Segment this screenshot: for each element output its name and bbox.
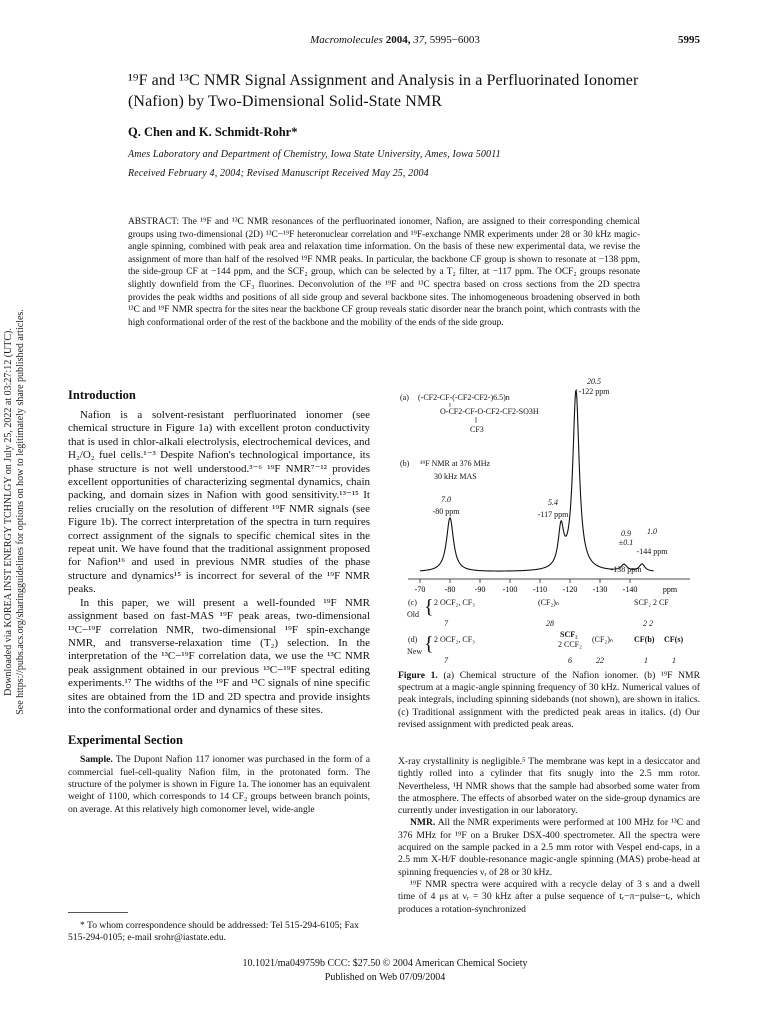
affiliation: Ames Laboratory and Department of Chemistry, Iowa State University, Ames, Iowa 50011 xyxy=(128,149,501,160)
fig-label-c: (c) xyxy=(408,598,417,607)
right-paragraph-1: X-ray crystallinity is negligible.⁵ The membrane was kept in a desiccator and tightly rolled into a cylinder that fits snugly into the 2.5 mm rotor. Nevertheless, ¹H NMR shows that the sample had absorbed some water from the atmosphere. The effects of absorbed water on the side-group dynamics are currently under investigation in our laboratory. xyxy=(398,756,700,817)
old-group-2-name: (CF₂)ₙ xyxy=(538,598,560,607)
axis-tick-label: -90 xyxy=(474,585,486,594)
doi-line: 10.1021/ma049759b CCC: $27.50 © 2004 American Chemical Society xyxy=(242,958,528,969)
peak-area-label: 0.9 xyxy=(621,529,631,539)
old-label: Old xyxy=(407,610,419,619)
left-column xyxy=(68,388,370,816)
axis-tick-label: -100 xyxy=(502,585,518,594)
new-group-2-num: 6 xyxy=(568,656,572,665)
old-group-1-name: 2 OCF₂, CF₃ xyxy=(434,598,475,607)
experimental-heading: Experimental Section xyxy=(68,733,183,748)
peak-ppm-label: -144 ppm xyxy=(636,546,668,556)
axis-tick-label: -110 xyxy=(532,585,548,594)
new-brace: { xyxy=(424,633,434,655)
spectrum-info-1: ¹⁹F NMR at 376 MHz xyxy=(420,459,491,468)
peak-error-label: ±0.1 xyxy=(618,538,634,548)
peak-ppm-label: -138 ppm xyxy=(610,565,642,575)
figure-1 xyxy=(398,377,708,676)
caption-label: Figure 1. xyxy=(398,670,438,681)
right-column xyxy=(398,756,700,916)
new-group-4-name: CF(b) xyxy=(634,635,655,644)
nmr-figure-svg xyxy=(398,377,708,676)
caption-text: (a) Chemical structure of the Nafion ionomer. (b) ¹⁹F NMR spectrum at a magic-angle spinning frequency of 30 kHz. Numerical values of peak integrals, including spinning sidebands (not shown), are shown in italics. (c) Traditional assignment with the predicted peak areas in italics. (d) Our revised assignment with predicted peak areas. xyxy=(398,670,700,730)
peak-area-label: 1.0 xyxy=(647,526,657,536)
axis-tick-label: -70 xyxy=(414,585,426,594)
sample-text: The Dupont Nafion 117 ionomer was purchased in the form of a commercial fuel-cell-quality Nafion film, in the protonated form. The structure of the polymer is shown in Figure 1a. The ionomer has an equivalent weight of 1100, which corresponds to 14 CF₂ groups between branch points, on average. At this relatively high comonomer level, wide-angle xyxy=(68,754,370,815)
article-title: ¹⁹F and ¹³C NMR Signal Assignment and Analysis in a Perfluorinated Ionomer (Nafion) by Two-Dimensional Solid-State NMR xyxy=(128,72,639,110)
new-group-5-name: CF(s) xyxy=(664,635,684,644)
journal-volume: 37, xyxy=(413,34,427,46)
new-group-4-num: 1 xyxy=(644,656,648,665)
received-dates: Received February 4, 2004; Revised Manuscript Received May 25, 2004 xyxy=(128,168,429,179)
old-brace: { xyxy=(424,596,434,618)
correspondence-footnote: * To whom correspondence should be addressed: Tel 515-294-6105; Fax 515-294-0105; e-mail srohr@iastate.edu. xyxy=(68,920,359,943)
structure-line-2: O-CF2-CF-O-CF2-CF2-SO3H xyxy=(440,407,539,416)
fig-label-d: (d) xyxy=(408,635,418,644)
journal-name: Macromolecules xyxy=(310,34,383,46)
structure-line-3: CF3 xyxy=(470,425,484,434)
peak-area-label: 5.4 xyxy=(548,497,558,507)
journal-header xyxy=(250,34,540,46)
axis-tick-label: -130 xyxy=(592,585,608,594)
download-sidebar xyxy=(3,142,27,882)
axis-tick-label: -80 xyxy=(444,585,456,594)
new-group-2-name2: 2 CCF₂ xyxy=(558,640,582,649)
published-line: Published on Web 07/09/2004 xyxy=(324,972,446,983)
new-group-1-num: 7 xyxy=(444,656,448,665)
axis-tick-label: ppm xyxy=(662,585,678,594)
figure-caption xyxy=(398,670,700,731)
new-group-1-name: 2 OCF₂, CF₃ xyxy=(434,635,475,644)
intro-paragraph-1: Nafion is a solvent-resistant perfluorinated ionomer (see chemical structure in Figure 1a) with excellent proton conductivity that is used in chlor-alkali electrolysis, electrochemical devices, and H₂/O₂ fuel cells.¹⁻³ Despite Nafion's technological importance, its phase structure is not well understood.³⁻⁶ ¹⁹F NMR⁷⁻¹² provides excellent opportunities of characterizing segmental dynamics, chain packing, and domain sizes in Nafion with good sensitivity.¹³⁻¹⁵ It relies crucially on the resolution of different ¹⁹F NMR signals (see Figure 1b). The correct interpretation of the spectra in turn requires correct assignment of the signals to specific chemical sites in the repeat unit. We have found that the traditional assignment proposed for Nafion¹⁶ and used in previous NMR studies of the phase structure and dynamics¹⁵ is incorrect for several of the ¹⁹F NMR peaks. xyxy=(68,409,370,596)
new-group-3-num: 22 xyxy=(596,656,604,665)
sample-paragraph xyxy=(68,754,370,815)
journal-year: 2004, xyxy=(385,34,411,46)
old-group-2-num: 28 xyxy=(546,619,554,628)
peak-ppm-label: -117 ppm xyxy=(537,509,569,519)
introduction-heading: Introduction xyxy=(68,388,136,402)
old-group-3-num: 2 2 xyxy=(643,619,653,628)
spectrum-info-2: 30 kHz MAS xyxy=(434,472,477,481)
new-group-3-name: (CF₂)ₙ xyxy=(592,635,614,644)
authors: Q. Chen and K. Schmidt-Rohr* xyxy=(128,125,298,139)
footnote-rule xyxy=(68,912,128,913)
new-label: New xyxy=(407,647,423,656)
fig-label-a: (a) xyxy=(400,393,409,402)
old-group-3-name: SCF₂ 2 CF xyxy=(634,598,669,607)
intro-paragraph-2: In this paper, we will present a well-founded ¹⁹F NMR assignment based on fast-MAS ¹⁹F peak areas, two-dimensional ¹³C−¹⁹F correlation NMR, two-dimensional ¹⁹F spin-exchange NMR, and transverse-relaxation time (T₂) selection. In the interpretation of the ¹³C−¹⁹F correlation data, we use the ¹³C NMR peak assignment obtained in our previous ¹³C−¹⁹F spectral editing experiments.¹⁷ The widths of the ¹⁹F and ¹³C signals of nine specific sites are obtained from the 1D and 2D spectra and provide insights into the conformational order and dynamics of these sites. xyxy=(68,596,370,716)
axis-tick-label: -140 xyxy=(622,585,638,594)
sidebar-line-2[interactable]: See https://pubs.acs.org/sharingguidelines for options on how to legitimately share published articles. xyxy=(15,309,26,715)
page-number: 5995 xyxy=(678,34,700,46)
peak-area-label: 7.0 xyxy=(441,494,451,504)
new-group-2-name: SCF₂ xyxy=(560,630,578,639)
sidebar-line-1: Downloaded via KOREA INST ENERGY TCHNLGY on July 25, 2022 at 03:27:12 (UTC). xyxy=(3,328,14,696)
axis-tick-label: -120 xyxy=(562,585,578,594)
nmr-label: NMR. xyxy=(410,817,436,829)
peak-area-label: 20.5 xyxy=(587,377,601,387)
peak-ppm-label: -122 ppm xyxy=(578,387,610,397)
abstract: ABSTRACT: The ¹⁹F and ¹³C NMR resonances of the perfluorinated ionomer, Nafion, are assigned to their corresponding chemical groups using two-dimensional (2D) ¹³C−¹⁹F heteronuclear correlation and ¹⁹F-exchange NMR experiments under 28 or 30 kHz magic-angle spinning, combined with peak area and relaxation time information. On the basis of these new experimental data, we revise the assignment of more than half of the resolved ¹⁹F NMR peaks. In particular, the backbone CF group is shown to resonate at −138 ppm, the side-group CF at −144 ppm, and the SCF₂ group, which can be selected by a T₂ filter, at −117 ppm. The OCF₂ groups resonate slightly downfield from the CF₃ fluorines. Deconvolution of the ¹⁹F and ¹³C spectra based on cross sections from the 2D spectra provides the peak widths and positions of all side group and several backbone sites. The inhomogeneous broadening observed in both ¹³C and ¹⁹F NMR spectra for the sites near the backbone CF group reveals static disorder near the branch point, which contrasts with the high conformational order of the rest of the backbone and the mobility of the ends of the side group. xyxy=(128,217,640,328)
sample-label: Sample. xyxy=(80,754,113,766)
fig-label-b: (b) xyxy=(400,459,410,468)
old-group-1-num: 7 xyxy=(444,619,448,628)
new-group-5-num: 1 xyxy=(672,656,676,665)
journal-pages: 5995−6003 xyxy=(429,34,480,46)
right-paragraph-3: ¹⁹F NMR spectra were acquired with a recycle delay of 3 s and a dwell time of 4 μs at νᵣ = 30 kHz after a pulse sequence of tᵣ−π−pulse−tᵣ, which produces a rotation-synchronized xyxy=(398,878,700,915)
nmr-paragraph xyxy=(398,817,700,878)
peak-ppm-label: -80 ppm xyxy=(432,506,460,516)
structure-line-1: (-CF2-CF-(-CF2-CF2-)6.5)n xyxy=(418,393,510,402)
nmr-text: All the NMR experiments were performed at 100 MHz for ¹³C and 376 MHz for ¹⁹F on a Bruker DSX-400 spectrometer. All the spectra were acquired on the sample packed in a 2.5 mm rotor with Vespel end-caps, in a 2.5 mm X-H/F double-resonance magic-angle spinning (MAS) probe-head at spinning frequencies νᵣ of 28 or 30 kHz. xyxy=(398,817,700,878)
